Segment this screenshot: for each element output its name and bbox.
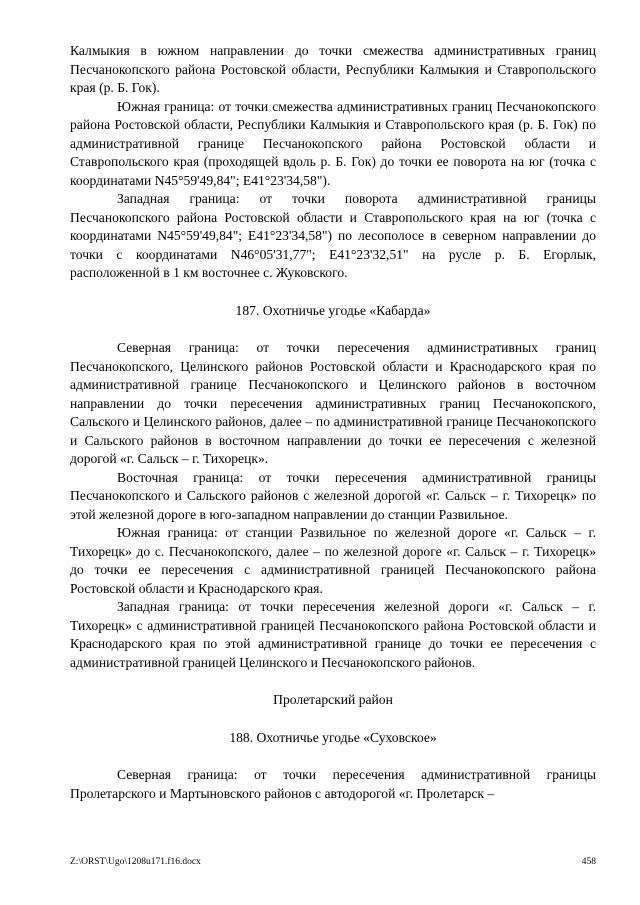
paragraph-east-border: Восточная граница: от точки пересечения административной границы Песчанокопского и Сальского районов с железной дорогой «г. Сальск – г. Тихорецк» по этой железной дороге в юго-западном направлении до станции Развильное. — [70, 469, 596, 522]
paragraph-south-border-2: Южная граница: от станции Развильное по железной дороге «г. Сальск – г. Тихорецк» до с. Песчанокопского, далее – по железной дороге «г. Сальск – г. Тихорецк» до точки ее пересечения с административной границей Песчанокопского района Ростовской области и Краснодарского края. — [70, 525, 596, 596]
section-heading-sukhovskoe: 188. Охотничье угодье «Суховское» — [229, 729, 437, 745]
paragraph-north-border-3: Северная граница: от точки пересечения административной границы Пролетарского и Мартыновского районов с автодорогой «г. Пролетарск – — [70, 767, 596, 801]
paragraph-south-border: Южная граница: от точки смежества административных границ Песчанокопского района Ростовской области, Республики Калмыкия и Ставропольского края (р. Б. Гок) по административной границе Песчанокопского района Ростовской области и Ставропольского края (проходящей вдоль р. Б. Гок) до точки ее поворота на юг (точка с координатами N45°59'49,84"; E41°23'34,58"). — [70, 98, 596, 188]
paragraph-continuation: Калмыкия в южном направлении до точки смежества административных границ Песчанокопского района Ростовской области, Республики Калмыкия и Ставропольского края (р. Б. Гок). — [70, 43, 596, 95]
district-heading: Пролетарский район — [273, 692, 393, 707]
page-footer — [70, 856, 596, 868]
document-body — [70, 42, 596, 803]
section-heading-kabarda: 187. Охотничье угодье «Кабарда» — [235, 302, 431, 318]
paragraph-north-border: Северная граница: от точки пересечения административных границ Песчанокопского, Целинского районов Ростовской области и Краснодарского края по административной границе Песчанокопского и Целинского районов в восточном направлении до точки пересечения административных границ Песчанокопского, Сальского и Целинского районов, далее – по административной границе Песчанокопского и Сальского районов в восточном направлении до точки ее пересечения с железной дорогой «г. Сальск – г. Тихорецк». — [70, 340, 596, 466]
page-number: 458 — [581, 857, 596, 867]
file-path: Z:\ORST\Ugo\1208u171.f16.docx — [70, 857, 201, 867]
paragraph-west-border-2: Западная граница: от точки пересечения железной дороги «г. Сальск – г. Тихорецк» с административной границей Песчанокопского района Ростовской области и Краснодарского края по этой административной границе до точки ее пересечения с административной границей Целинского и Песчанокопского районов. — [70, 599, 596, 670]
paragraph-west-border: Западная граница: от точки поворота административной границы Песчанокопского района Ростовской области и Ставропольского края на юг (точка с координатами N45°59'49,84"; E41°23'34,58") по лесополосе в северном направлении до точки с координатами N46°05'31,77"; E41°23'32,51" на русле р. Б. Егорлык, расположенной в 1 км восточнее с. Жуковского. — [70, 191, 596, 280]
